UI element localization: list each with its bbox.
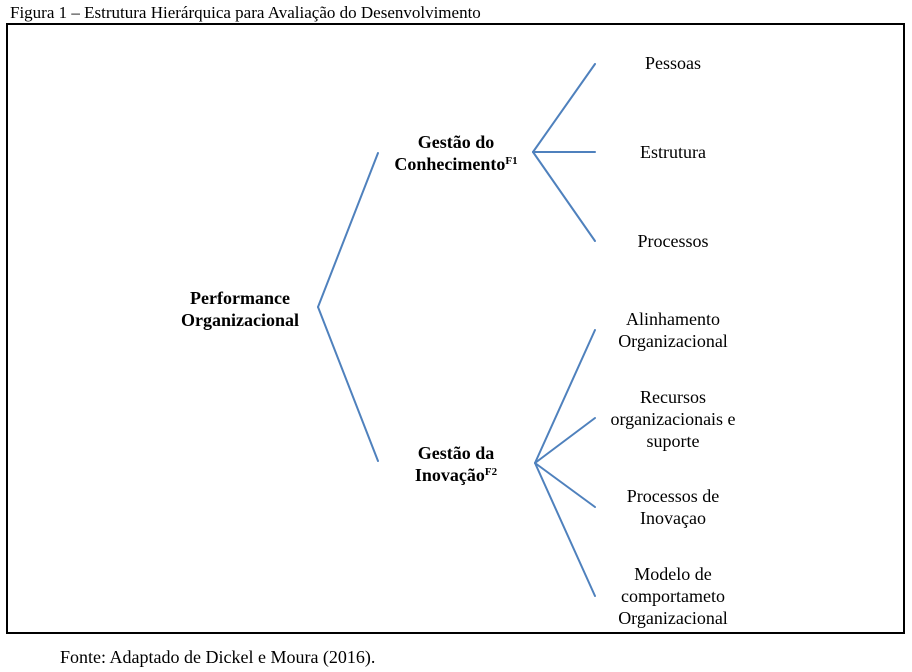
root-node-performance-organizacional <box>160 287 320 331</box>
leaf-line: Inovaçao <box>640 508 706 528</box>
leaf-node-recursos-organizacionais <box>592 386 754 452</box>
leaf-line: Pessoas <box>644 53 701 73</box>
figure-source: Fonte: Adaptado de Dickel e Moura (2016). <box>60 647 376 667</box>
connector-root-to-gestao-inovacao <box>318 307 378 461</box>
leaf-line: Modelo de <box>634 564 712 584</box>
branch-node-gestao-inovacao <box>376 442 536 486</box>
branch-1-line-2 <box>376 153 536 175</box>
connector-conhecimento-to-pessoas <box>533 64 595 152</box>
leaf-line: Alinhamento <box>626 309 720 329</box>
figure-caption: Figura 1 – Estrutura Hierárquica para Avaliação do Desenvolvimento <box>10 3 481 22</box>
connector-inovacao-to-alinhamento <box>535 330 595 463</box>
root-node-line-1: Performance <box>190 288 290 308</box>
leaf-line: Estrutura <box>640 142 706 162</box>
branch-1-label: Conhecimento <box>394 154 506 174</box>
leaf-line: Organizacional <box>618 331 728 351</box>
leaf-node-processos-de-inovacao <box>597 485 749 529</box>
branch-2-label: Inovação <box>414 465 485 485</box>
connector-inovacao-to-modelo <box>535 463 595 596</box>
leaf-line: comportameto <box>621 586 725 606</box>
branch-1-line-1: Gestão do <box>417 132 495 152</box>
leaf-line: Processos de <box>626 486 720 506</box>
leaf-node-alinhamento-organizacional <box>597 308 749 352</box>
leaf-line: Processos <box>637 231 709 251</box>
leaf-line: organizacionais e <box>610 409 736 429</box>
leaf-line: suporte <box>646 431 700 451</box>
leaf-node-modelo-de-comportamento <box>597 563 749 629</box>
branch-1-superscript: F1 <box>505 155 518 167</box>
connector-conhecimento-to-processos <box>533 152 595 241</box>
leaf-line: Recursos <box>640 387 706 407</box>
branch-2-line-2 <box>376 464 536 486</box>
root-node-line-2: Organizacional <box>181 310 299 330</box>
connector-root-to-gestao-conhecimento <box>318 153 378 307</box>
connector-inovacao-to-recursos <box>535 418 595 463</box>
leaf-line: Organizacional <box>618 608 728 628</box>
leaf-node-processos <box>597 230 749 252</box>
branch-2-line-1: Gestão da <box>417 443 495 463</box>
branch-node-gestao-conhecimento <box>376 131 536 175</box>
leaf-node-pessoas <box>597 52 749 74</box>
branch-2-superscript: F2 <box>484 466 498 478</box>
leaf-node-estrutura <box>597 141 749 163</box>
